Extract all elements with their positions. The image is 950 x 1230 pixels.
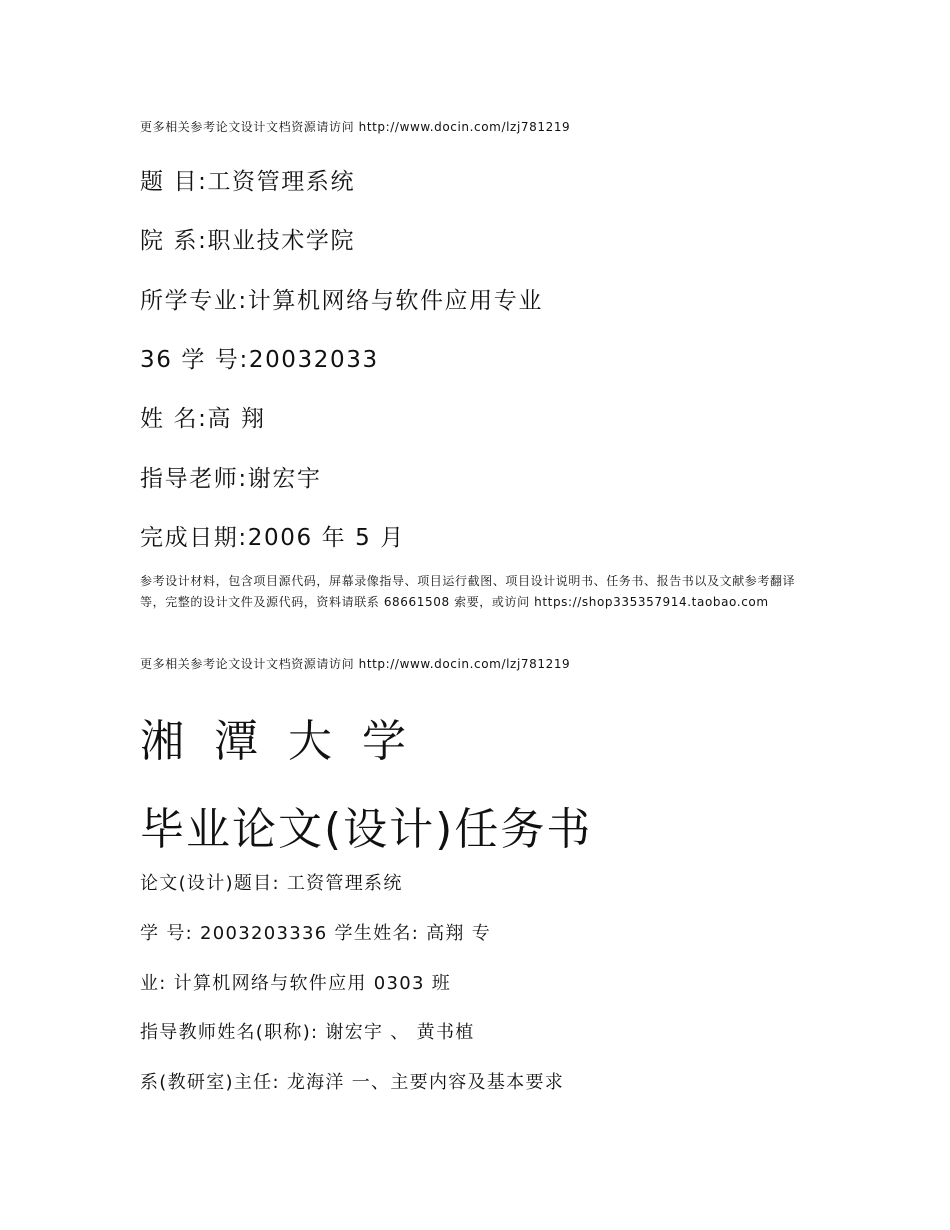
cover-name-line: 姓 名:高 翔 bbox=[140, 406, 266, 432]
cover-date-line: 完成日期:2006 年 5 月 bbox=[140, 525, 405, 551]
header-resource-note-2: 更多相关参考论文设计文档资源请访问 http://www.docin.com/lzj781219 bbox=[140, 657, 571, 671]
major-class-line: 业: 计算机网络与软件应用 0303 班 bbox=[140, 973, 452, 994]
student-info-line: 学 号: 2003203336 学生姓名: 高翔 专 bbox=[140, 923, 492, 944]
cover-advisor-line: 指导老师:谢宏宇 bbox=[140, 466, 322, 492]
cover-student-id-line: 36 学 号:20032033 bbox=[140, 347, 379, 373]
advisor-title-line: 指导教师姓名(职称): 谢宏宇 、 黄书植 bbox=[140, 1022, 475, 1043]
university-name: 湘 潭 大 学 bbox=[140, 716, 414, 767]
promo-paragraph: 参考设计材料，包含项目源代码，屏幕录像指导、项目运行截图、项目设计说明书、任务书、报告书以及文献参考翻译等，完整的设计文件及源代码，资料请联系 68661508 索要，或访问 https://shop335357914.taobao.com bbox=[140, 574, 796, 609]
cover-department-line: 院 系:职业技术学院 bbox=[140, 228, 356, 254]
cover-major-line: 所学专业:计算机网络与软件应用专业 bbox=[140, 288, 543, 314]
director-line: 系(教研室)主任: 龙海洋 一、主要内容及基本要求 bbox=[140, 1072, 565, 1093]
header-resource-note: 更多相关参考论文设计文档资源请访问 http://www.docin.com/lzj781219 bbox=[140, 120, 571, 134]
task-document-title: 毕业论文(设计)任务书 bbox=[140, 804, 593, 855]
thesis-topic-line: 论文(设计)题目: 工资管理系统 bbox=[140, 873, 403, 894]
cover-title-line: 题 目:工资管理系统 bbox=[140, 169, 356, 195]
